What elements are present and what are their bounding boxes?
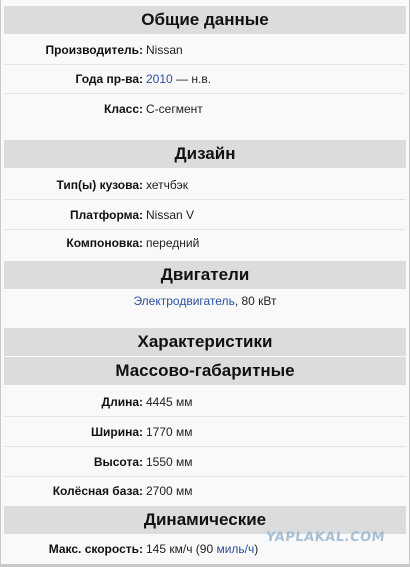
engine-link[interactable]: Электродвигатель [133,294,235,308]
subsection-header-dimensions: Массово-габаритные [4,357,406,385]
row-body-type [4,173,406,197]
label-production-years: Года пр-ва: [75,72,143,86]
value-wheelbase: 2700 мм [146,484,193,498]
section-header-general: Общие данные [4,6,406,34]
label-platform: Платформа: [69,208,143,222]
row-wheelbase [4,479,406,503]
value-layout: передний [146,236,200,250]
label-layout: Компоновка: [66,236,143,250]
row-divider [4,64,406,65]
label-max-speed: Макс. скорость: [48,542,143,556]
value-manufacturer-link[interactable]: Nissan [146,43,183,57]
speed-close: ) [254,542,259,556]
label-length: Длина: [101,395,143,409]
row-manufacturer [4,38,406,62]
row-length [4,390,406,414]
row-divider [4,476,406,477]
label-body-type: Тип(ы) кузова: [56,178,143,192]
section-header-design: Дизайн [4,140,406,168]
speed-kmh: 145 км/ч (90 [146,542,217,556]
year-rest: — н.в. [172,72,212,86]
label-height: Высота: [93,455,143,469]
value-height: 1550 мм [146,455,193,469]
value-platform: Nissan V [146,208,195,222]
row-divider [4,199,406,200]
engine-power: , 80 кВт [234,294,277,308]
value-production-years [146,67,211,91]
value-width: 1770 мм [146,425,193,439]
value-max-speed [146,537,258,561]
row-layout [4,231,406,255]
row-divider [4,93,406,94]
row-platform [4,203,406,227]
label-wheelbase: Колёсная база: [52,484,143,498]
row-class [4,97,406,121]
section-header-engines: Двигатели [4,261,406,289]
value-length: 4445 мм [146,395,193,409]
section-header-specs: Характеристики [4,328,406,356]
year-link[interactable]: 2010 [146,72,173,86]
watermark: YAPLAKAL.COM [265,530,386,545]
value-body-type-link[interactable]: хетчбэк [146,178,188,192]
row-width [4,420,406,444]
row-production-years [4,67,406,91]
label-manufacturer: Производитель: [45,43,143,57]
label-class: Класс: [104,102,143,116]
row-divider [4,416,406,417]
value-class-link[interactable]: C-сегмент [146,102,203,116]
row-divider [4,229,406,230]
mph-link[interactable]: миль/ч [216,542,255,556]
value-engine [4,289,406,313]
label-width: Ширина: [90,425,143,439]
row-height [4,450,406,474]
subsection-header-dynamics: Динамические [4,506,406,534]
row-engine [4,289,406,313]
row-divider [4,446,406,447]
